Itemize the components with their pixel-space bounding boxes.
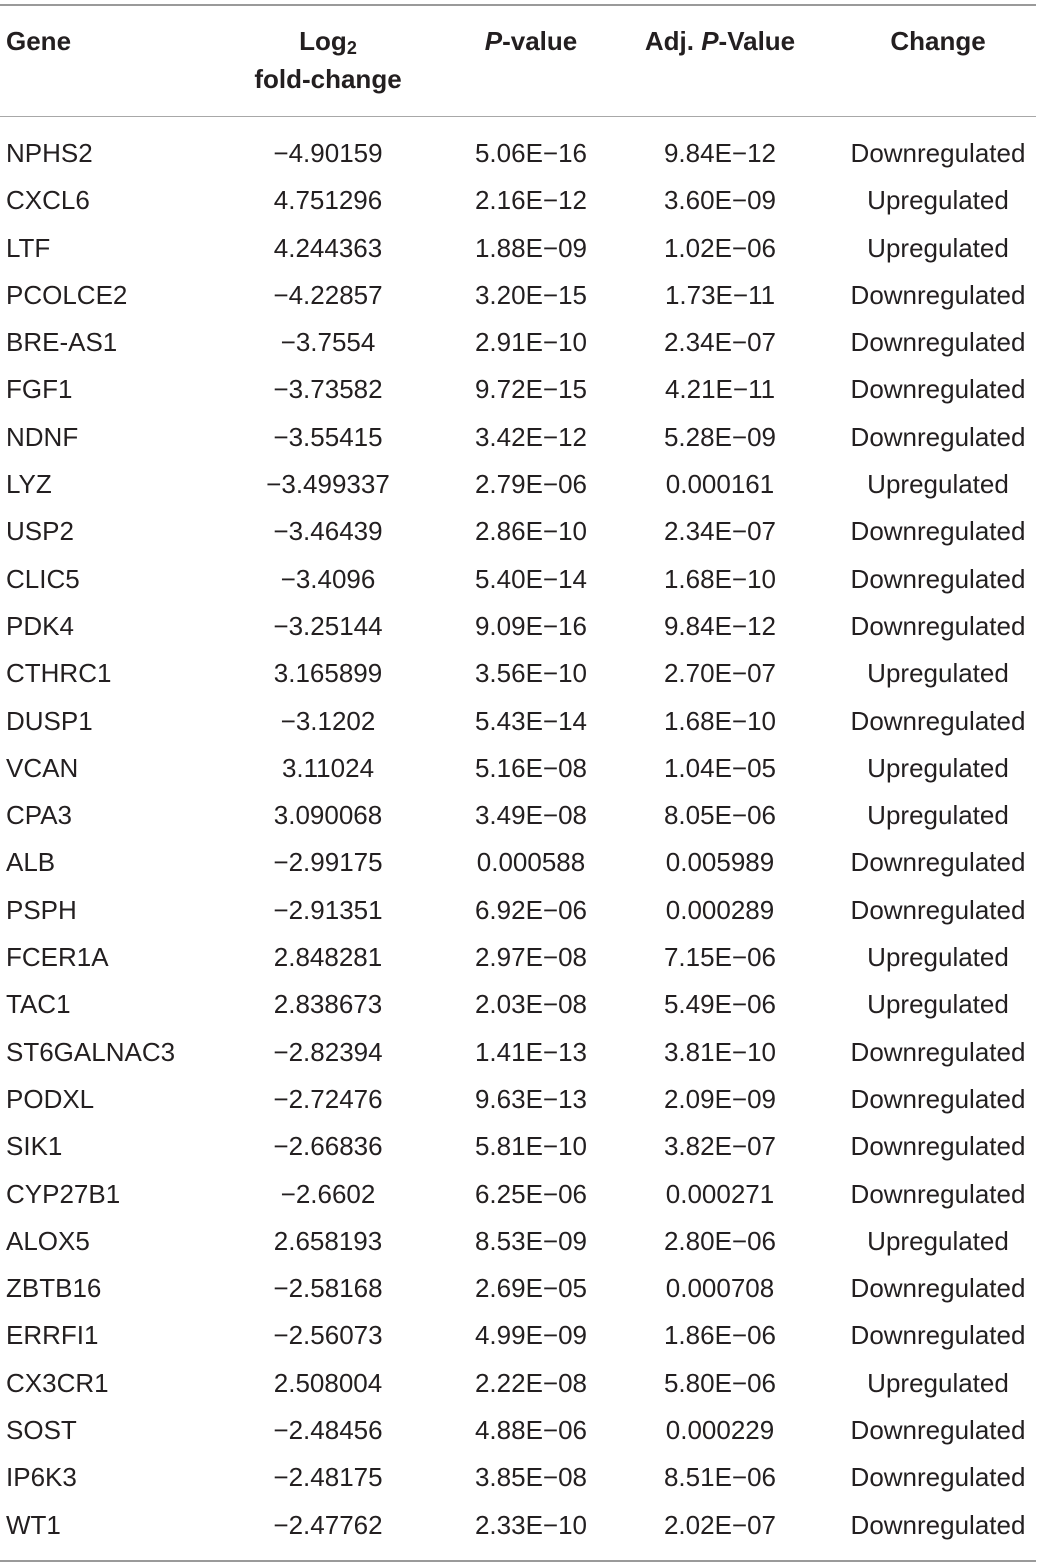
cell-log2-fold-change: 3.11024 [281, 752, 375, 783]
cell-adj-p-value: 3.82E−07 [663, 1131, 777, 1162]
cell-change: Downregulated [850, 279, 1026, 310]
cell-p-value: 5.40E−14 [474, 563, 588, 594]
cell-change: Downregulated [850, 1131, 1026, 1162]
table-row [0, 225, 1036, 272]
header-log2-fold-change [226, 22, 430, 98]
cell-adj-p-value: 2.02E−07 [663, 1509, 777, 1540]
table-row [0, 603, 1036, 650]
cell-log2-fold-change: −3.4096 [280, 563, 376, 594]
table-row [0, 839, 1036, 886]
cell-log2-fold-change: −2.6602 [280, 1178, 376, 1209]
cell-change: Upregulated [867, 1225, 1009, 1256]
cell-change: Upregulated [867, 185, 1009, 216]
cell-adj-p-value: 0.000289 [665, 894, 775, 925]
table-header [0, 22, 1036, 112]
cell-adj-p-value: 2.09E−09 [663, 1083, 777, 1114]
table-header-rule [0, 116, 1036, 117]
cell-log2-fold-change: 3.090068 [273, 800, 383, 831]
cell-p-value: 2.97E−08 [474, 942, 588, 973]
cell-change: Upregulated [867, 658, 1009, 689]
table-row [0, 177, 1036, 224]
cell-gene: BRE-AS1 [6, 327, 118, 358]
cell-log2-fold-change: 4.244363 [273, 232, 383, 263]
cell-p-value: 6.92E−06 [474, 894, 588, 925]
cell-log2-fold-change: −3.1202 [280, 705, 376, 736]
table-row [0, 461, 1036, 508]
cell-gene: CYP27B1 [6, 1178, 121, 1209]
table-row [0, 556, 1036, 603]
cell-log2-fold-change: 2.508004 [273, 1367, 383, 1398]
header-log2-suffix: fold-change [254, 64, 402, 94]
header-log2-prefix: Log [299, 26, 347, 56]
cell-adj-p-value: 2.34E−07 [663, 516, 777, 547]
cell-log2-fold-change: 2.658193 [273, 1225, 383, 1256]
cell-adj-p-value: 5.28E−09 [663, 421, 777, 452]
cell-adj-p-value: 2.34E−07 [663, 327, 777, 358]
cell-change: Downregulated [850, 563, 1026, 594]
cell-p-value: 2.33E−10 [474, 1509, 588, 1540]
table-row [0, 366, 1036, 413]
cell-p-value: 1.41E−13 [474, 1036, 588, 1067]
cell-change: Downregulated [850, 1178, 1026, 1209]
cell-adj-p-value: 8.51E−06 [663, 1462, 777, 1493]
cell-adj-p-value: 3.60E−09 [663, 185, 777, 216]
table-row [0, 1123, 1036, 1170]
cell-gene: NPHS2 [6, 138, 93, 168]
cell-p-value: 1.88E−09 [474, 232, 588, 263]
cell-adj-p-value: 7.15E−06 [663, 942, 777, 973]
cell-log2-fold-change: −2.66836 [273, 1131, 383, 1162]
cell-gene: ZBTB16 [6, 1273, 102, 1304]
cell-p-value: 8.53E−09 [474, 1225, 588, 1256]
header-adjp-italic: P [701, 26, 719, 56]
table-body [0, 130, 1036, 1549]
cell-adj-p-value: 0.000229 [665, 1415, 775, 1446]
header-adjp-prefix: Adj. [644, 26, 702, 56]
cell-adj-p-value: 0.000161 [665, 469, 775, 500]
cell-adj-p-value: 0.000271 [665, 1178, 775, 1209]
cell-gene: IP6K3 [6, 1462, 77, 1493]
cell-log2-fold-change: −3.55415 [273, 421, 383, 452]
header-change: Change [890, 26, 986, 56]
cell-p-value: 5.16E−08 [474, 752, 588, 783]
table-row [0, 1029, 1036, 1076]
cell-p-value: 3.49E−08 [474, 800, 588, 831]
cell-change: Downregulated [850, 1036, 1026, 1067]
table-row [0, 650, 1036, 697]
cell-gene: CPA3 [6, 800, 72, 831]
cell-p-value: 9.09E−16 [474, 610, 588, 641]
cell-p-value: 5.81E−10 [474, 1131, 588, 1162]
table-row [0, 1076, 1036, 1123]
cell-change: Downregulated [850, 374, 1026, 405]
cell-change: Downregulated [850, 138, 1026, 168]
cell-change: Downregulated [850, 421, 1026, 452]
cell-change: Upregulated [867, 989, 1009, 1020]
table-top-rule [0, 4, 1036, 6]
cell-gene: FGF1 [6, 374, 73, 405]
cell-adj-p-value: 9.84E−12 [663, 610, 777, 641]
cell-p-value: 2.22E−08 [474, 1367, 588, 1398]
table-row [0, 414, 1036, 461]
table-row [0, 887, 1036, 934]
cell-change: Downregulated [850, 516, 1026, 547]
cell-log2-fold-change: −3.73582 [273, 374, 383, 405]
cell-gene: ERRFI1 [6, 1320, 99, 1351]
cell-change: Upregulated [867, 232, 1009, 263]
cell-p-value: 5.43E−14 [474, 705, 588, 736]
header-p-rest: -value [502, 26, 578, 56]
cell-log2-fold-change: 2.838673 [273, 989, 383, 1020]
cell-log2-fold-change: −4.90159 [273, 138, 383, 168]
table-bottom-rule [0, 1560, 1036, 1562]
table-row [0, 1454, 1036, 1501]
cell-change: Downregulated [850, 1462, 1026, 1493]
cell-p-value: 9.63E−13 [474, 1083, 588, 1114]
cell-change: Upregulated [867, 800, 1009, 831]
cell-change: Downregulated [850, 847, 1026, 878]
cell-change: Downregulated [850, 610, 1026, 641]
cell-p-value: 4.88E−06 [474, 1415, 588, 1446]
table-row [0, 1360, 1036, 1407]
cell-p-value: 6.25E−06 [474, 1178, 588, 1209]
cell-gene: PSPH [6, 894, 77, 925]
header-adjp-rest: -Value [718, 26, 796, 56]
table-row [0, 1312, 1036, 1359]
cell-gene: TAC1 [6, 989, 71, 1020]
cell-log2-fold-change: −3.7554 [280, 327, 376, 358]
cell-gene: SIK1 [6, 1131, 63, 1162]
cell-adj-p-value: 2.70E−07 [663, 658, 777, 689]
cell-adj-p-value: 5.49E−06 [663, 989, 777, 1020]
header-adj-p-value [620, 22, 820, 60]
cell-adj-p-value: 3.81E−10 [663, 1036, 777, 1067]
cell-p-value: 3.42E−12 [474, 421, 588, 452]
cell-log2-fold-change: 4.751296 [273, 185, 383, 216]
cell-p-value: 9.72E−15 [474, 374, 588, 405]
cell-change: Downregulated [850, 1320, 1026, 1351]
cell-gene: NDNF [6, 421, 79, 452]
cell-gene: FCER1A [6, 942, 109, 973]
cell-p-value: 3.20E−15 [474, 279, 588, 310]
cell-change: Upregulated [867, 469, 1009, 500]
table-row [0, 319, 1036, 366]
cell-log2-fold-change: −3.46439 [273, 516, 383, 547]
cell-adj-p-value: 1.02E−06 [663, 232, 777, 263]
table-row [0, 792, 1036, 839]
cell-p-value: 4.99E−09 [474, 1320, 588, 1351]
table-row [0, 1218, 1036, 1265]
cell-p-value: 2.79E−06 [474, 469, 588, 500]
cell-adj-p-value: 1.86E−06 [663, 1320, 777, 1351]
cell-gene: CLIC5 [6, 563, 80, 594]
cell-gene: VCAN [6, 752, 79, 783]
cell-gene: USP2 [6, 516, 74, 547]
header-p-value [436, 22, 626, 60]
cell-gene: LYZ [6, 469, 52, 500]
cell-p-value: 0.000588 [476, 847, 586, 878]
cell-p-value: 3.85E−08 [474, 1462, 588, 1493]
cell-adj-p-value: 9.84E−12 [663, 138, 777, 168]
cell-log2-fold-change: −2.91351 [273, 894, 383, 925]
table-row [0, 1171, 1036, 1218]
cell-log2-fold-change: −2.47762 [273, 1509, 383, 1540]
cell-change: Downregulated [850, 894, 1026, 925]
cell-gene: CTHRC1 [6, 658, 112, 689]
cell-gene: ALOX5 [6, 1225, 90, 1256]
table-row [0, 1407, 1036, 1454]
cell-log2-fold-change: 3.165899 [273, 658, 383, 689]
cell-change: Downregulated [850, 1415, 1026, 1446]
cell-log2-fold-change: −2.48175 [273, 1462, 383, 1493]
cell-change: Upregulated [867, 942, 1009, 973]
cell-gene: ALB [6, 847, 56, 878]
cell-adj-p-value: 1.04E−05 [663, 752, 777, 783]
cell-change: Downregulated [850, 1273, 1026, 1304]
cell-adj-p-value: 1.68E−10 [663, 705, 777, 736]
cell-p-value: 2.03E−08 [474, 989, 588, 1020]
table-row [0, 272, 1036, 319]
header-log2-subscript: 2 [346, 38, 357, 58]
cell-change: Downregulated [850, 1083, 1026, 1114]
cell-log2-fold-change: −3.499337 [266, 469, 390, 500]
cell-gene: DUSP1 [6, 705, 93, 736]
cell-log2-fold-change: −3.25144 [273, 610, 383, 641]
cell-log2-fold-change: −2.48456 [273, 1415, 383, 1446]
cell-change: Downregulated [850, 327, 1026, 358]
cell-p-value: 2.91E−10 [474, 327, 588, 358]
cell-p-value: 2.69E−05 [474, 1273, 588, 1304]
table-row [0, 1265, 1036, 1312]
cell-p-value: 5.06E−16 [474, 138, 588, 168]
cell-adj-p-value: 0.005989 [665, 847, 775, 878]
cell-adj-p-value: 8.05E−06 [663, 800, 777, 831]
cell-adj-p-value: 5.80E−06 [663, 1367, 777, 1398]
cell-gene: PODXL [6, 1083, 95, 1114]
cell-gene: PCOLCE2 [6, 279, 128, 310]
cell-log2-fold-change: −2.72476 [273, 1083, 383, 1114]
table-row [0, 934, 1036, 981]
cell-log2-fold-change: −4.22857 [273, 279, 383, 310]
cell-adj-p-value: 0.000708 [665, 1273, 775, 1304]
table-row [0, 1502, 1036, 1549]
table-row [0, 130, 1036, 177]
table-row [0, 698, 1036, 745]
cell-change: Upregulated [867, 752, 1009, 783]
cell-adj-p-value: 2.80E−06 [663, 1225, 777, 1256]
cell-log2-fold-change: −2.82394 [273, 1036, 383, 1067]
header-gene: Gene [6, 26, 72, 56]
cell-gene: LTF [6, 232, 51, 263]
cell-log2-fold-change: −2.56073 [273, 1320, 383, 1351]
cell-p-value: 2.86E−10 [474, 516, 588, 547]
cell-log2-fold-change: −2.58168 [273, 1273, 383, 1304]
cell-gene: ST6GALNAC3 [6, 1036, 176, 1067]
cell-log2-fold-change: 2.848281 [273, 942, 383, 973]
cell-log2-fold-change: −2.99175 [273, 847, 383, 878]
cell-gene: CX3CR1 [6, 1367, 109, 1398]
cell-gene: PDK4 [6, 610, 74, 641]
cell-adj-p-value: 4.21E−11 [664, 374, 776, 405]
table-row [0, 508, 1036, 555]
table-row [0, 745, 1036, 792]
cell-gene: CXCL6 [6, 185, 90, 216]
cell-change: Downregulated [850, 1509, 1026, 1540]
cell-adj-p-value: 1.68E−10 [663, 563, 777, 594]
cell-change: Downregulated [850, 705, 1026, 736]
cell-gene: SOST [6, 1415, 77, 1446]
cell-adj-p-value: 1.73E−11 [664, 279, 776, 310]
cell-gene: WT1 [6, 1509, 61, 1540]
cell-change: Upregulated [867, 1367, 1009, 1398]
cell-p-value: 3.56E−10 [474, 658, 588, 689]
header-p-italic: P [484, 26, 503, 56]
cell-p-value: 2.16E−12 [474, 185, 588, 216]
table-row [0, 981, 1036, 1028]
